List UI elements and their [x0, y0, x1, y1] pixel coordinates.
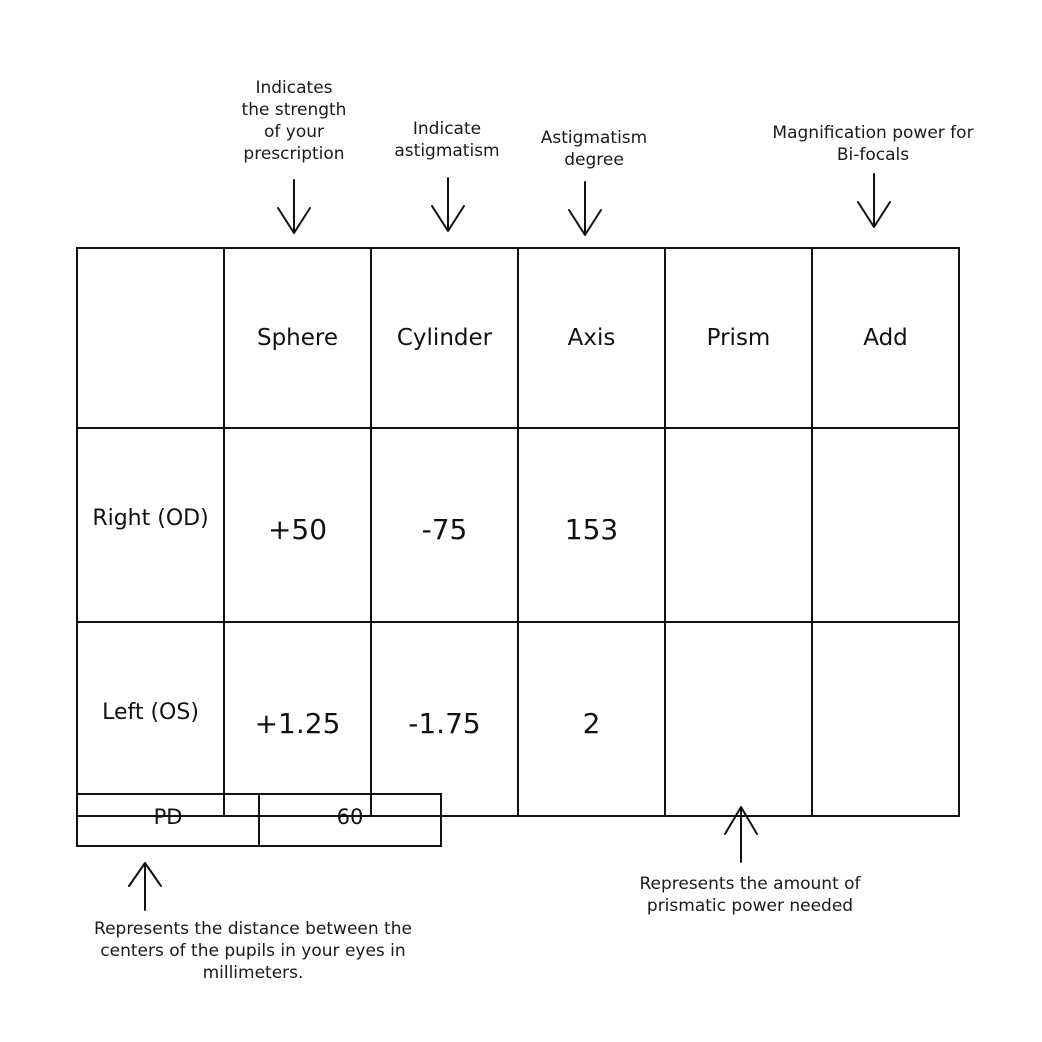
table-row-right-eye: [77, 428, 959, 622]
row-label-right: Right (OD): [77, 428, 224, 622]
header-sphere: Sphere: [224, 248, 371, 428]
left-axis-value: 2: [518, 622, 665, 816]
right-add-value: [812, 428, 959, 622]
prism-annotation: Represents the amount of prismatic power needed: [639, 874, 861, 916]
down-arrow-icon: [855, 172, 895, 232]
pd-table: [76, 793, 442, 847]
header-prism: Prism: [665, 248, 812, 428]
down-arrow-icon: [429, 176, 469, 236]
header-cell-empty: [77, 248, 224, 428]
row-label-left: Left (OS): [77, 622, 224, 816]
right-sphere-value: +50: [224, 428, 371, 622]
down-arrow-icon: [275, 178, 315, 238]
up-arrow-icon: [126, 862, 166, 914]
right-prism-value: [665, 428, 812, 622]
left-add-value: [812, 622, 959, 816]
prescription-table: [76, 247, 960, 817]
right-cylinder-value: -75: [371, 428, 518, 622]
axis-annotation: Astigmatism degree: [540, 128, 648, 170]
left-sphere-value: +1.25: [224, 622, 371, 816]
pd-value: 60: [259, 794, 441, 846]
pd-label: PD: [77, 794, 259, 846]
cylinder-annotation: Indicate astigmatism: [394, 119, 500, 161]
down-arrow-icon: [566, 180, 606, 240]
pd-annotation: Represents the distance between the centers of the pupils in your eyes in millimeters.: [94, 919, 412, 983]
table-row-left-eye: [77, 622, 959, 816]
header-add: Add: [812, 248, 959, 428]
header-cylinder: Cylinder: [371, 248, 518, 428]
table-header-row: [77, 248, 959, 428]
up-arrow-icon: [722, 806, 762, 866]
left-cylinder-value: -1.75: [371, 622, 518, 816]
right-axis-value: 153: [518, 428, 665, 622]
header-axis: Axis: [518, 248, 665, 428]
add-annotation: Magnification power for Bi-focals: [772, 123, 974, 165]
pd-row: [77, 794, 441, 846]
sphere-annotation: Indicates the strength of your prescription: [241, 78, 347, 164]
left-prism-value: [665, 622, 812, 816]
